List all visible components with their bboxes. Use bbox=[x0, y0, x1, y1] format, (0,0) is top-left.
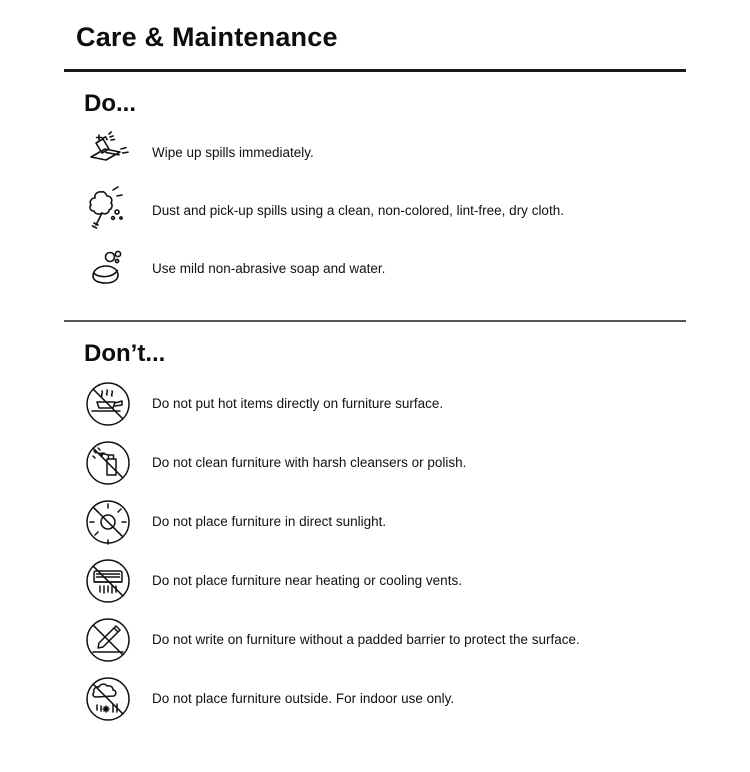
list-item-label: Do not clean furniture with harsh cleansers or polish. bbox=[152, 454, 467, 470]
list-item bbox=[0, 610, 750, 669]
page-title: Care & Maintenance bbox=[76, 22, 338, 52]
spray-bottle-wipe-icon bbox=[80, 127, 136, 179]
list-item-label: Do not place furniture near heating or cooling vents. bbox=[152, 572, 462, 588]
list-item-label: Do not write on furniture without a padded barrier to protect the surface. bbox=[152, 631, 580, 647]
list-item bbox=[0, 240, 750, 298]
list-item bbox=[0, 124, 750, 182]
care-and-maintenance-page bbox=[0, 22, 750, 772]
section-divider bbox=[64, 320, 686, 322]
dont-list bbox=[0, 374, 750, 728]
list-item bbox=[0, 669, 750, 728]
list-item bbox=[0, 492, 750, 551]
list-item bbox=[0, 551, 750, 610]
no-harsh-cleanser-spray-icon bbox=[80, 437, 136, 489]
list-item-label: Do not place furniture outside. For indoor use only. bbox=[152, 690, 455, 706]
list-item-label: Use mild non-abrasive soap and water. bbox=[152, 261, 386, 277]
list-item-label: Do not place furniture in direct sunlight. bbox=[152, 513, 387, 529]
list-item-label: Dust and pick-up spills using a clean, non-colored, lint-free, dry cloth. bbox=[152, 203, 564, 219]
soap-bar-bubbles-icon bbox=[80, 243, 136, 295]
do-list bbox=[0, 124, 750, 298]
title-divider bbox=[64, 69, 686, 72]
section-heading-dont: Don’t... bbox=[84, 340, 166, 367]
list-item bbox=[0, 182, 750, 240]
no-direct-sunlight-icon bbox=[80, 496, 136, 548]
list-item-label: Wipe up spills immediately. bbox=[152, 145, 314, 161]
list-item bbox=[0, 433, 750, 492]
section-heading-do: Do... bbox=[84, 90, 136, 117]
no-writing-without-pad-icon bbox=[80, 614, 136, 666]
no-outdoor-use-icon bbox=[80, 673, 136, 725]
feather-duster-icon bbox=[80, 185, 136, 237]
list-item bbox=[0, 374, 750, 433]
no-hot-items-icon bbox=[80, 378, 136, 430]
list-item-label: Do not put hot items directly on furniture surface. bbox=[152, 395, 444, 411]
no-heating-cooling-vent-icon bbox=[80, 555, 136, 607]
